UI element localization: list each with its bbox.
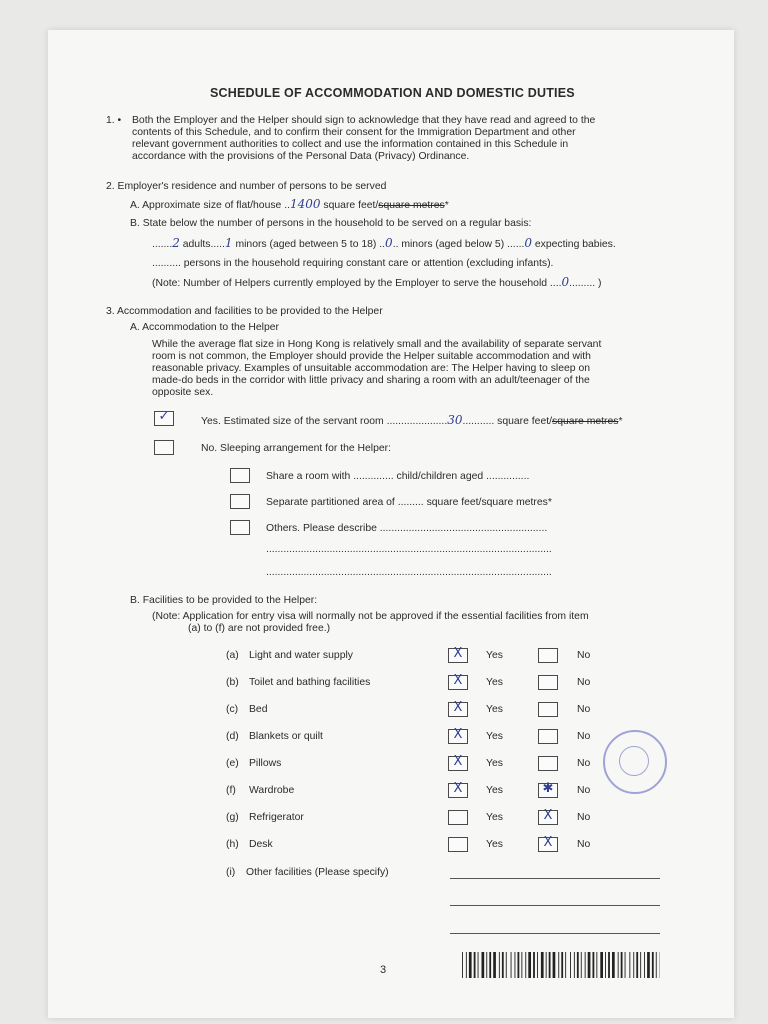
barcode-bar xyxy=(605,952,606,978)
barcode-bar xyxy=(466,952,467,978)
barcode-bar xyxy=(600,952,603,978)
facility-name: Blankets or quilt xyxy=(249,731,323,742)
section-1-line-4: accordance with the provisions of the Personal Data (Privacy) Ordinance. xyxy=(132,151,470,162)
barcode-bar xyxy=(549,952,551,978)
servant-room-size: 30 xyxy=(447,413,463,427)
facility-yes-checkbox[interactable] xyxy=(448,783,468,798)
helpers-note-end: ......... ) xyxy=(569,278,602,289)
barcode-bar xyxy=(640,952,641,978)
barcode-bar xyxy=(518,952,520,978)
barcode-bar xyxy=(482,952,485,978)
barcode-bar xyxy=(565,952,566,978)
barcode-bar xyxy=(462,952,463,978)
share-room-label: Share a room with .............. child/children aged ............... xyxy=(266,471,530,482)
cross-mark-icon: X xyxy=(543,835,553,850)
helpers-note-label: (Note: Number of Helpers currently employed by the Employer to serve the household .... xyxy=(152,278,562,289)
partitioned-area-label: Separate partitioned area of ......... square feet/square metres* xyxy=(266,497,552,508)
cross-mark-icon: X xyxy=(453,754,463,769)
section-1-line-1: Both the Employer and the Helper should sign to acknowledge that they have read and agreed to the xyxy=(132,115,596,126)
share-room-checkbox[interactable] xyxy=(230,468,250,483)
minors-5-18-label: minors (aged between 5 to 18) .. xyxy=(232,239,386,250)
flat-size-unit-struck: square metres xyxy=(378,200,445,211)
facility-name: Wardrobe xyxy=(249,785,295,796)
facility-no-checkbox[interactable] xyxy=(538,675,558,690)
barcode-bar xyxy=(541,952,544,978)
others-checkbox[interactable] xyxy=(230,520,250,535)
facility-yes-label: Yes xyxy=(486,839,503,850)
facility-yes-label: Yes xyxy=(486,758,503,769)
accommodation-para-2: room is not common, the Employer should provide the Helper suitable accommodation and with xyxy=(152,351,591,362)
expecting-label: expecting babies. xyxy=(532,239,616,250)
barcode-bar xyxy=(652,952,654,978)
cross-mark-icon: ✱ xyxy=(542,781,554,796)
facilities-note-1: (Note: Application for entry visa will normally not be approved if the essential facilities from item xyxy=(152,611,589,622)
other-facilities-label: Other facilities (Please specify) xyxy=(246,867,389,878)
adults-count: 2 xyxy=(172,236,180,250)
barcode-bar xyxy=(558,952,559,978)
care-line: .......... persons in the household requiring constant care or attention (excluding infants). xyxy=(152,258,554,269)
barcode-bar xyxy=(608,952,610,978)
facilities-heading: B. Facilities to be provided to the Helper: xyxy=(130,595,318,606)
barcode-bar xyxy=(515,952,516,978)
barcode-bar xyxy=(588,952,591,978)
document-title: SCHEDULE OF ACCOMMODATION AND DOMESTIC DUTIES xyxy=(210,86,575,100)
facility-letter: (h) xyxy=(226,839,239,850)
facility-no-label: No xyxy=(577,758,591,769)
facility-no-checkbox[interactable] xyxy=(538,810,558,825)
barcode-bar xyxy=(636,952,638,978)
facility-yes-checkbox[interactable] xyxy=(448,837,468,852)
barcode-bar xyxy=(577,952,579,978)
facility-no-label: No xyxy=(577,704,591,715)
facility-name: Pillows xyxy=(249,758,282,769)
cross-mark-icon: X xyxy=(453,727,463,742)
section-1-line-3: relevant government authorities to collect and use the information contained in this Schedule in xyxy=(132,139,569,150)
servant-room-yes-label: Yes. Estimated size of the servant room ..................... xyxy=(201,416,448,427)
facility-yes-label: Yes xyxy=(486,731,503,742)
facility-no-label: No xyxy=(577,785,591,796)
flat-size-line xyxy=(130,198,449,213)
barcode-bar xyxy=(537,952,538,978)
facility-letter: (b) xyxy=(226,677,239,688)
facility-no-label: No xyxy=(577,812,591,823)
barcode-bar xyxy=(574,952,575,978)
facility-yes-label: Yes xyxy=(486,704,503,715)
others-label: Others. Please describe .......................................................... xyxy=(266,523,548,534)
facility-yes-label: Yes xyxy=(486,812,503,823)
barcode-bar xyxy=(570,952,571,978)
barcode-bar xyxy=(553,952,556,978)
barcode-bar xyxy=(625,952,626,978)
facility-no-checkbox[interactable] xyxy=(538,837,558,852)
accommodation-para-1: While the average flat size in Hong Kong is relatively small and the availability of separate servant xyxy=(152,339,602,350)
barcode-bar xyxy=(521,952,522,978)
barcode-bar xyxy=(506,952,507,978)
cross-mark-icon: X xyxy=(453,781,463,796)
barcode-bar xyxy=(502,952,504,978)
facility-name: Refrigerator xyxy=(249,812,304,823)
barcode-bar xyxy=(612,952,615,978)
barcode-bar xyxy=(469,952,472,978)
accommodation-para-4: made-do beds in the corridor with little privacy and sharing a room with an adult/teenager of the xyxy=(152,375,590,386)
facility-no-label: No xyxy=(577,839,591,850)
facility-letter: (c) xyxy=(226,704,239,715)
barcode-bar xyxy=(474,952,476,978)
barcode-bar xyxy=(644,952,645,978)
section-1-line-2: contents of this Schedule, and to confirm their consent for the Immigration Department and other xyxy=(132,127,576,138)
servant-room-no-checkbox[interactable] xyxy=(154,440,174,455)
barcode-bar xyxy=(585,952,586,978)
servant-room-star: * xyxy=(618,416,623,427)
persons-heading: B. State below the number of persons in the household to be served on a regular basis: xyxy=(130,218,532,229)
partitioned-area-checkbox[interactable] xyxy=(230,494,250,509)
flat-size-label: A. Approximate size of flat/house .. xyxy=(130,200,290,211)
flat-size-unit: square feet/ xyxy=(320,200,379,211)
barcode-bar xyxy=(629,952,630,978)
facility-yes-checkbox[interactable] xyxy=(448,675,468,690)
barcode-bar xyxy=(596,952,597,978)
section-3-heading: 3. Accommodation and facilities to be provided to the Helper xyxy=(106,306,383,317)
facility-name: Toilet and bathing facilities xyxy=(249,677,371,688)
barcode-bar xyxy=(621,952,623,978)
accommodation-para-3: reasonable privacy. Examples of unsuitable accommodation are: The Helper having to sleep on xyxy=(152,363,591,374)
facility-name: Desk xyxy=(249,839,273,850)
facility-no-label: No xyxy=(577,731,591,742)
barcode-bar xyxy=(633,952,634,978)
facility-letter: (a) xyxy=(226,650,239,661)
facility-yes-checkbox[interactable] xyxy=(448,729,468,744)
official-stamp xyxy=(603,730,667,794)
facility-yes-checkbox[interactable] xyxy=(448,810,468,825)
barcode-bar xyxy=(593,952,595,978)
cross-mark-icon: X xyxy=(453,700,463,715)
barcode-bar xyxy=(581,952,582,978)
servant-room-yes-checkbox[interactable] xyxy=(154,411,174,426)
facility-yes-checkbox[interactable] xyxy=(448,756,468,771)
other-facilities-line-2[interactable] xyxy=(450,905,660,906)
cross-mark-icon: X xyxy=(453,673,463,688)
section-1-number: 1. • xyxy=(106,115,122,126)
facility-letter: (e) xyxy=(226,758,239,769)
barcode-bar xyxy=(499,952,500,978)
facilities-note-2: (a) to (f) are not provided free.) xyxy=(188,623,331,634)
facility-no-label: No xyxy=(577,650,591,661)
cross-mark-icon: X xyxy=(543,808,553,823)
expecting-count: 0 xyxy=(524,236,532,250)
facility-yes-label: Yes xyxy=(486,650,503,661)
accommodation-para-5: opposite sex. xyxy=(152,387,214,398)
facility-yes-label: Yes xyxy=(486,785,503,796)
facility-no-checkbox[interactable] xyxy=(538,648,558,663)
facility-letter: (g) xyxy=(226,812,239,823)
minors-below-5-label: .. minors (aged below 5) ...... xyxy=(392,239,525,250)
facility-name: Light and water supply xyxy=(249,650,353,661)
accommodation-heading: A. Accommodation to the Helper xyxy=(130,322,280,333)
barcode-bar xyxy=(489,952,491,978)
barcode-bar xyxy=(618,952,619,978)
other-facilities-line-3[interactable] xyxy=(450,933,660,934)
facility-no-checkbox[interactable] xyxy=(538,783,558,798)
facility-yes-checkbox[interactable] xyxy=(448,648,468,663)
minors-below-5-count: 0 xyxy=(385,236,393,250)
barcode-bar xyxy=(493,952,496,978)
flat-size-value: 1400 xyxy=(289,197,321,211)
barcode-bar xyxy=(511,952,512,978)
facility-no-checkbox[interactable] xyxy=(538,729,558,744)
persons-counts-line: .......2 adults.....1 minors (aged between 5 to 18) ..0.. minors (aged below 5) ......0 expecting babies. xyxy=(152,236,616,250)
facility-no-checkbox[interactable] xyxy=(538,702,558,717)
barcode-bar xyxy=(528,952,531,978)
helpers-note-line xyxy=(152,276,601,291)
barcode-bar xyxy=(546,952,547,978)
other-facilities-line-1[interactable] xyxy=(450,878,660,879)
helpers-count: 0 xyxy=(561,275,570,289)
servant-room-yes-line xyxy=(201,414,623,429)
section-2-heading: 2. Employer's residence and number of persons to be served xyxy=(106,181,387,192)
document-page xyxy=(48,30,734,1018)
barcode-bar xyxy=(478,952,479,978)
servant-room-unit: ........... square feet/ xyxy=(462,416,553,427)
others-dotline-1: ................................................................................................... xyxy=(266,544,552,555)
barcode xyxy=(462,952,660,978)
barcode-bar xyxy=(656,952,657,978)
minors-5-18-count: 1 xyxy=(224,236,233,250)
other-facilities-letter: (i) xyxy=(226,867,236,878)
facility-no-checkbox[interactable] xyxy=(538,756,558,771)
check-mark-icon: ✓ xyxy=(158,409,170,424)
page-number: 3 xyxy=(380,964,387,976)
barcode-bar xyxy=(486,952,487,978)
barcode-bar xyxy=(647,952,650,978)
facility-yes-label: Yes xyxy=(486,677,503,688)
cross-mark-icon: X xyxy=(453,646,463,661)
adults-label: adults xyxy=(179,239,211,250)
facility-no-label: No xyxy=(577,677,591,688)
barcode-bar xyxy=(561,952,563,978)
others-dotline-2: ................................................................................................... xyxy=(266,567,552,578)
facility-letter: (d) xyxy=(226,731,239,742)
barcode-bar xyxy=(533,952,535,978)
facility-yes-checkbox[interactable] xyxy=(448,702,468,717)
flat-size-star: * xyxy=(444,200,449,211)
facility-letter: (f) xyxy=(226,785,236,796)
sleeping-arrangement-label: No. Sleeping arrangement for the Helper: xyxy=(201,443,392,454)
facility-name: Bed xyxy=(249,704,268,715)
barcode-bar xyxy=(525,952,526,978)
servant-room-unit-struck: square metres xyxy=(552,416,619,427)
